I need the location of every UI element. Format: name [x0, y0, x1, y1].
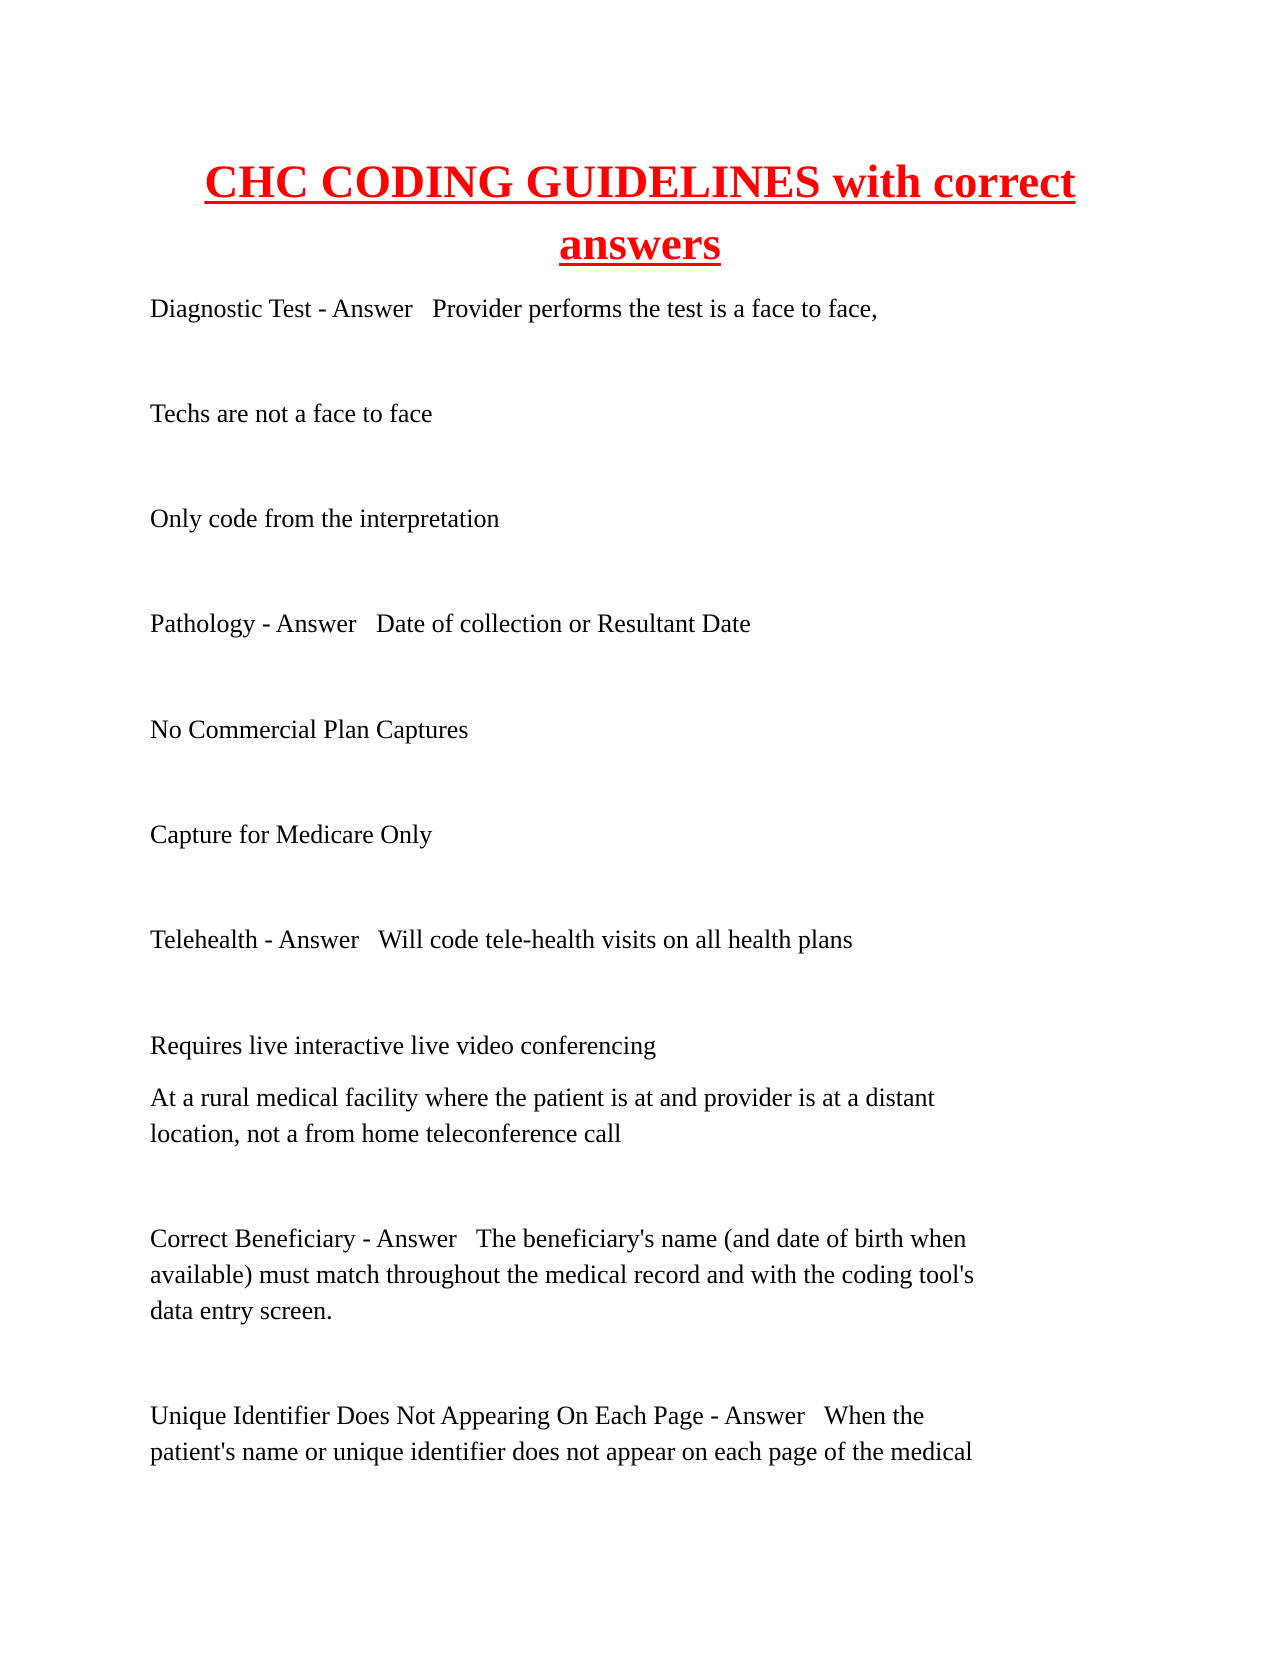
qa-correct-beneficiary-line-1: Correct Beneficiary - Answer The beneficiary's name (and date of birth when [150, 1224, 967, 1253]
qa-correct-beneficiary-line-2: available) must match throughout the medical record and with the coding tool's [150, 1260, 975, 1289]
qa-diagnostic-test: Diagnostic Test - Answer Provider performs the test is a face to face, [150, 294, 878, 323]
document-title-line-2: answers [559, 218, 721, 270]
qa-rural-facility-line-2: location, not a from home teleconference call [150, 1119, 622, 1148]
qa-medicare-note: Capture for Medicare Only [150, 820, 433, 849]
qa-video-conferencing-note: Requires live interactive live video conferencing [150, 1031, 657, 1060]
qa-pathology: Pathology - Answer Date of collection or Resultant Date [150, 609, 751, 638]
qa-telehealth: Telehealth - Answer Will code tele-health visits on all health plans [150, 925, 853, 954]
qa-unique-identifier-line-1: Unique Identifier Does Not Appearing On Each Page - Answer When the [150, 1401, 925, 1430]
qa-commercial-plan-note: No Commercial Plan Captures [150, 715, 469, 744]
qa-interpretation-note: Only code from the interpretation [150, 504, 500, 533]
qa-techs-note: Techs are not a face to face [150, 399, 433, 428]
qa-correct-beneficiary-line-3: data entry screen. [150, 1296, 333, 1325]
qa-rural-facility-line-1: At a rural medical facility where the patient is at and provider is at a distant [150, 1083, 935, 1112]
document-title-line-1: CHC CODING GUIDELINES with correct [204, 156, 1076, 208]
qa-unique-identifier-line-2: patient's name or unique identifier does not appear on each page of the medical [150, 1437, 973, 1466]
